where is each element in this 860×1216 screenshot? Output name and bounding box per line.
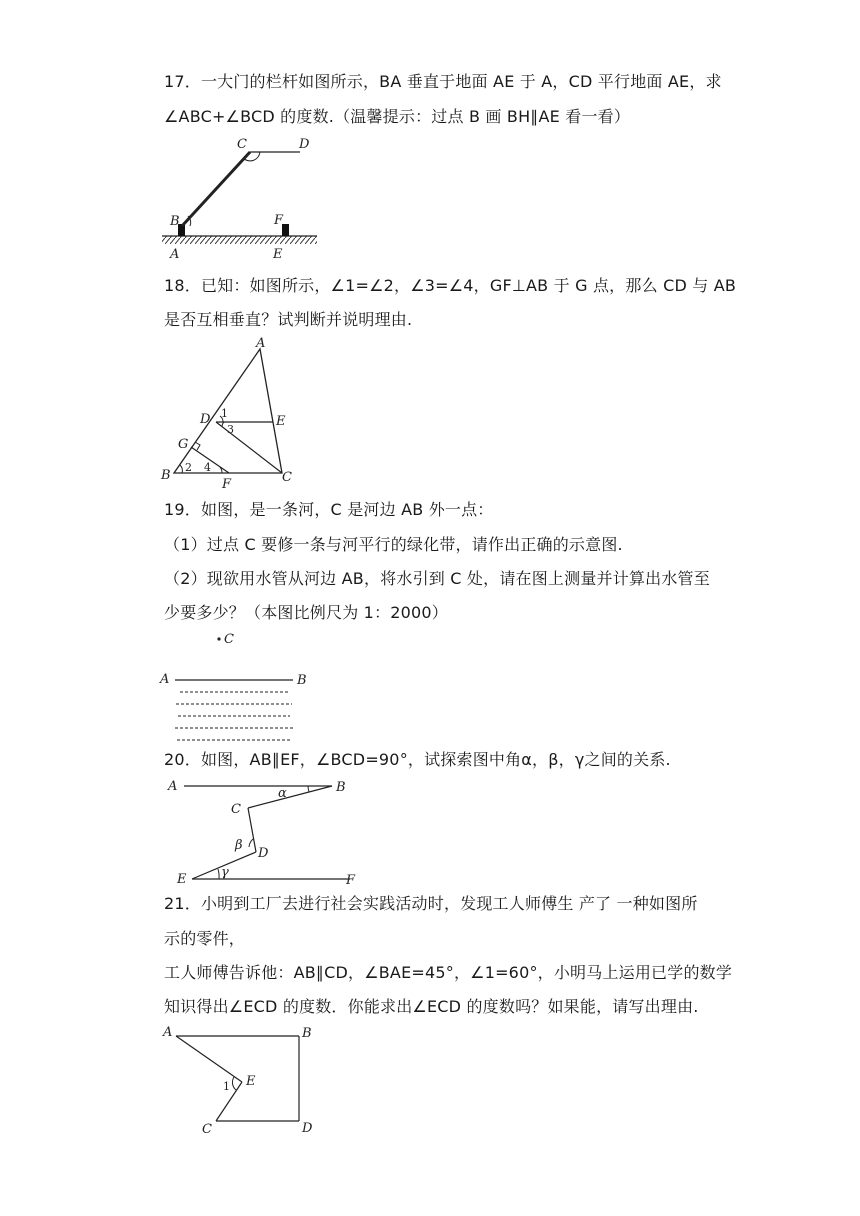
q17-label-D: D: [299, 137, 310, 152]
q17-text-line1: 17．一大门的栏杆如图所示，BA 垂直于地面 AE 于 A，CD 平行地面 AE，求: [164, 72, 722, 91]
q20-label-D: D: [258, 846, 269, 861]
q21-text-line2: 示的零件，: [164, 929, 246, 948]
q21-text-line1: 21．小明到工厂去进行社会实践活动时，发现工人师傅生 产了 一种如图所: [164, 894, 698, 913]
q19-text-line3: （2）现欲用水管从河边 AB，将水引到 C 处，请在图上测量并计算出水管至: [164, 569, 710, 588]
q20-label-alpha: α: [278, 786, 287, 801]
q17-label-A: A: [170, 247, 180, 262]
q20-label-C: C: [231, 802, 241, 817]
q18-text-line1: 18．已知：如图所示，∠1=∠2，∠3=∠4，GF⊥AB 于 G 点，那么 CD 与 AB: [164, 276, 737, 295]
q20-label-A: A: [168, 779, 178, 794]
q18-label-C: C: [282, 470, 292, 485]
q20-label-E: E: [177, 872, 187, 887]
q17-label-E: E: [273, 247, 283, 262]
q19-text-line2: （1）过点 C 要修一条与河平行的绿化带，请作出正确的示意图.: [164, 535, 623, 554]
q21-angle-1: 1: [223, 1080, 230, 1093]
q21-label-A: A: [163, 1025, 173, 1040]
q18-angle-1: 1: [221, 407, 228, 420]
q18-triangle-figure: [160, 335, 300, 490]
q19-text-line1: 19．如图，是一条河，C 是河边 AB 外一点：: [164, 500, 494, 519]
q18-label-F: F: [222, 477, 232, 492]
q19-label-C: C: [224, 632, 234, 647]
q21-label-C: C: [202, 1122, 212, 1137]
q17-label-F: F: [274, 213, 284, 228]
q17-text-line2: ∠ABC+∠BCD 的度数.（温馨提示：过点 B 画 BH∥AE 看一看）: [164, 107, 631, 126]
q18-angle-3: 3: [227, 423, 234, 436]
q18-text-line2: 是否互相垂直？试判断并说明理由.: [164, 310, 413, 329]
q17-label-C: C: [237, 137, 247, 152]
q20-label-F: F: [346, 873, 356, 888]
q20-label-beta: β: [235, 838, 243, 853]
q17-gate-figure: [160, 130, 330, 265]
q21-label-B: B: [302, 1026, 312, 1041]
q20-label-B: B: [336, 780, 346, 795]
q20-parallel-figure: [160, 775, 360, 890]
q17-label-B: B: [170, 214, 180, 229]
q21-label-D: D: [302, 1121, 313, 1136]
q18-label-G: G: [178, 437, 189, 452]
q18-label-D: D: [200, 412, 211, 427]
q21-label-E: E: [246, 1074, 256, 1089]
q19-label-A: A: [160, 672, 170, 687]
q18-angle-4: 4: [204, 461, 211, 474]
q18-angle-2: 2: [185, 461, 192, 474]
q19-river-figure: [160, 628, 320, 748]
q21-text-line4: 知识得出∠ECD 的度数．你能求出∠ECD 的度数吗？如果能，请写出理由.: [164, 997, 699, 1016]
q19-label-B: B: [297, 673, 307, 688]
q21-text-line3: 工人师傅告诉他：AB∥CD，∠BAE=45°，∠1=60°，小明马上运用已学的数学: [164, 963, 733, 982]
q20-label-gamma: γ: [221, 865, 229, 880]
q19-text-line4: 少要多少？（本图比例尺为 1：2000）: [164, 603, 448, 622]
q20-text-line1: 20．如图，AB∥EF，∠BCD=90°，试探索图中角α，β，γ之间的关系.: [164, 750, 671, 769]
q21-part-figure: [160, 1022, 330, 1142]
q18-label-B: B: [161, 468, 171, 483]
q18-label-A: A: [256, 336, 266, 351]
q18-label-E: E: [276, 414, 286, 429]
